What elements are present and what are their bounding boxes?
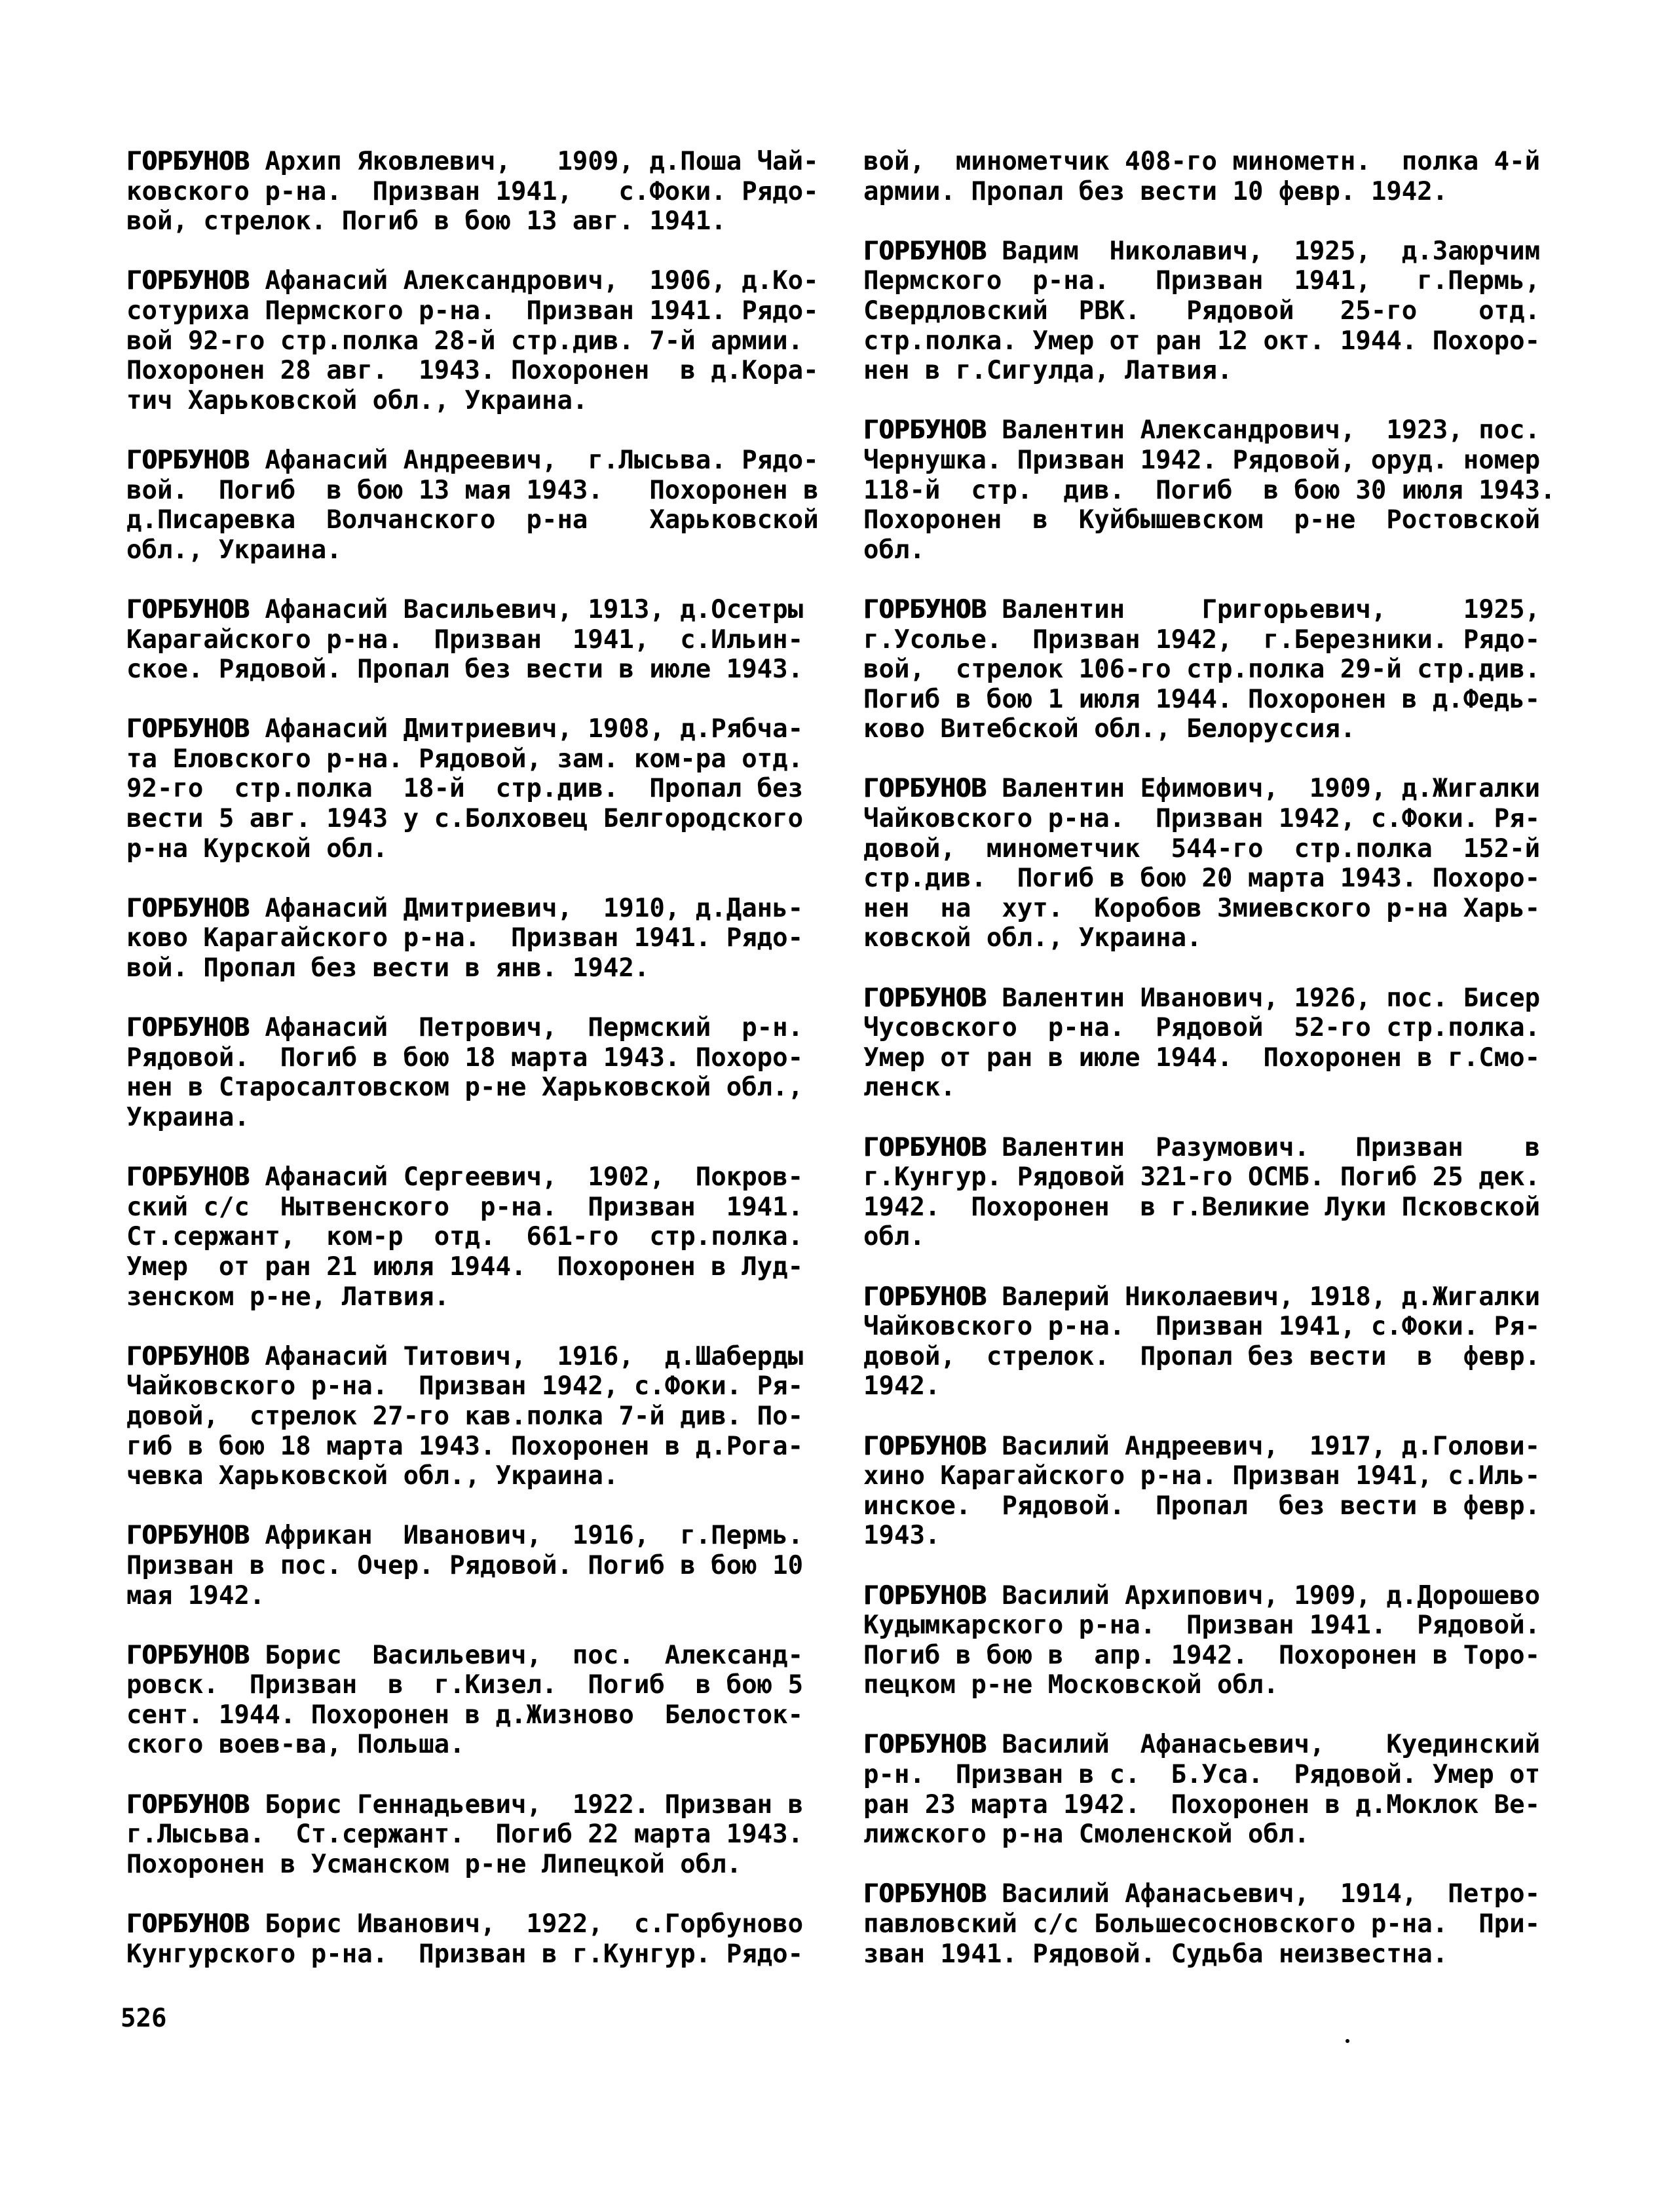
- memorial-entry: [126, 1641, 847, 1760]
- memorial-entry: [126, 714, 847, 864]
- entry-line: ленск.: [863, 1073, 956, 1103]
- entry-line: обл.: [863, 1222, 925, 1252]
- entry-line: ского воев-ва, Польша.: [126, 1730, 465, 1760]
- entry-line: [863, 147, 1584, 177]
- memorial-entry: [126, 266, 847, 415]
- entry-line: [863, 1581, 1584, 1611]
- entry-line: ровск. Призван в г.Кизел. Погиб в бою 5: [126, 1670, 804, 1700]
- entry-text: Борис Иванович, 1922, с.Горбуново: [249, 1909, 804, 1939]
- entry-line: мая 1942.: [126, 1580, 265, 1611]
- entry-text: Архип Яковлевич, 1909, д.Поша Чай-: [249, 147, 819, 176]
- entry-line: зван 1941. Рядовой. Судьба неизвестна.: [863, 1939, 1448, 1969]
- entry-line: Погиб в бою 1 июля 1944. Похоронен в д.Федь-: [863, 684, 1541, 714]
- surname: ГОРБУНОВ: [863, 415, 987, 446]
- surname: ГОРБУНОВ: [126, 1640, 250, 1670]
- entry-text: Афанасий Дмитриевич, 1910, д.Дань-: [249, 893, 804, 923]
- surname: ГОРБУНОВ: [126, 147, 250, 176]
- entry-text: Афанасий Дмитриевич, 1908, д.Рябча-: [249, 714, 804, 744]
- entry-text: Валерий Николаевич, 1918, д.Жигалки: [986, 1282, 1541, 1312]
- entry-text: Валентин Ефимович, 1909, д.Жигалки: [986, 774, 1541, 804]
- entry-line: Кунгурского р-на. Призван в г.Кунгур. Рядо-: [126, 1939, 804, 1969]
- entry-line: 1942.: [863, 1371, 941, 1402]
- entry-line: [863, 415, 1584, 446]
- entry-text: Афанасий Сергеевич, 1902, Покров-: [249, 1162, 804, 1192]
- memorial-entry: [126, 1521, 847, 1611]
- entry-line: ковской обл., Украина.: [863, 923, 1202, 953]
- entry-line: стр.полка. Умер от ран 12 окт. 1944. Похоро-: [863, 326, 1541, 356]
- page-number: 526: [121, 2004, 167, 2033]
- surname: ГОРБУНОВ: [863, 983, 987, 1013]
- entry-line: Чернушка. Призван 1942. Рядовой, оруд. номер: [863, 445, 1541, 475]
- entry-line: ково Витебской обл., Белоруссия.: [863, 714, 1356, 744]
- surname: ГОРБУНОВ: [126, 893, 250, 923]
- entry-text: Василий Афанасьевич, Куединский: [986, 1730, 1541, 1760]
- entry-line: [126, 1790, 847, 1820]
- entry-line: [126, 714, 847, 744]
- entry-line: обл.: [863, 535, 925, 565]
- memorial-entry: [863, 1282, 1584, 1402]
- entry-text: Африкан Иванович, 1916, г.Пермь.: [249, 1521, 804, 1551]
- entry-line: Чайковского р-на. Призван 1942, с.Фоки. Ря-: [126, 1371, 804, 1402]
- surname: ГОРБУНОВ: [126, 1162, 250, 1192]
- memorial-entry: [126, 595, 847, 685]
- surname: ГОРБУНОВ: [126, 1341, 250, 1371]
- entry-line: [863, 774, 1584, 804]
- surname: ГОРБУНОВ: [863, 1431, 987, 1461]
- entry-text: Вадим Николавич, 1925, д.Заюрчим: [986, 236, 1541, 266]
- entry-line: лижского р-на Смоленской обл.: [863, 1820, 1309, 1850]
- entry-line: 92-го стр.полка 18-й стр.див. Пропал без: [126, 774, 804, 804]
- entry-line: [126, 1342, 847, 1372]
- entry-line: [126, 1641, 847, 1671]
- entry-line: [126, 147, 847, 177]
- entry-line: Погиб в бою в апр. 1942. Похоронен в Торо-: [863, 1640, 1541, 1670]
- entry-line: [126, 266, 847, 296]
- entry-line: армии. Пропал без вести 10 февр. 1942.: [863, 176, 1448, 206]
- entry-line: вести 5 авг. 1943 у с.Болховец Белгородского: [126, 804, 804, 834]
- entry-text: Афанасий Петрович, Пермский р-н.: [249, 1013, 804, 1043]
- entry-line: д.Писаревка Волчанского р-на Харьковской: [126, 505, 819, 535]
- memorial-entry: [126, 1342, 847, 1491]
- entry-line: гиб в бою 18 марта 1943. Похоронен в д.Рога-: [126, 1431, 804, 1461]
- entry-line: [863, 595, 1584, 625]
- entry-line: Свердловский РВК. Рядовой 25-го отд.: [863, 296, 1541, 326]
- entry-line: ран 23 марта 1942. Похоронен в д.Моклок Ве-: [863, 1789, 1541, 1820]
- entry-line: [126, 595, 847, 625]
- memorial-entry: [126, 1790, 847, 1880]
- entry-line: Чайковского р-на. Призван 1941, с.Фоки. Ря-: [863, 1312, 1541, 1342]
- memorial-entry: [863, 1879, 1584, 1969]
- entry-line: хино Карагайского р-на. Призван 1941, с.Иль-: [863, 1461, 1541, 1491]
- entry-line: ково Карагайского р-на. Призван 1941. Рядо-: [126, 923, 804, 953]
- surname: ГОРБУНОВ: [126, 1013, 250, 1043]
- entry-line: [863, 1282, 1584, 1312]
- entry-line: сент. 1944. Похоронен в д.Жизново Белосток-: [126, 1700, 804, 1730]
- memorial-entry: [863, 1133, 1584, 1252]
- entry-line: нен на хут. Коробов Змиевского р-на Харь-: [863, 893, 1541, 923]
- entry-line: 1942. Похоронен в г.Великие Луки Псковской: [863, 1192, 1541, 1222]
- memorial-entry: [126, 1162, 847, 1312]
- surname: ГОРБУНОВ: [126, 1909, 250, 1939]
- entry-line: [126, 1909, 847, 1939]
- entry-line: нен в г.Сигулда, Латвия.: [863, 356, 1233, 386]
- surname: ГОРБУНОВ: [126, 1521, 250, 1551]
- surname: ГОРБУНОВ: [863, 1282, 987, 1312]
- entry-line: Рядовой. Погиб в бою 18 марта 1943. Похоро-: [126, 1042, 804, 1073]
- entry-line: довой, минометчик 544-го стр.полка 152-й: [863, 833, 1541, 864]
- entry-line: ское. Рядовой. Пропал без вести в июле 1943.: [126, 655, 804, 685]
- entry-line: ский с/с Нытвенского р-на. Призван 1941.: [126, 1192, 804, 1222]
- surname: ГОРБУНОВ: [126, 594, 250, 624]
- entry-line: довой, стрелок 27-го кав.полка 7-й див. По-: [126, 1401, 804, 1431]
- entry-line: вой 92-го стр.полка 28-й стр.див. 7-й армии.: [126, 326, 804, 356]
- memorial-entry: [863, 1581, 1584, 1700]
- entry-line: Кудымкарского р-на. Призван 1941. Рядовой.: [863, 1611, 1541, 1641]
- surname: ГОРБУНОВ: [863, 774, 987, 804]
- entry-text: Василий Андреевич, 1917, д.Голови-: [986, 1431, 1541, 1461]
- memorial-entry: [863, 1432, 1584, 1551]
- entry-line: нен в Старосалтовском р-не Харьковской обл.,: [126, 1073, 804, 1103]
- entry-line: обл., Украина.: [126, 535, 342, 565]
- entry-line: 1943.: [863, 1521, 941, 1551]
- entry-line: вой, стрелок 106-го стр.полка 29-й стр.див.: [863, 655, 1541, 685]
- memorial-entry: [126, 1909, 847, 1969]
- memorial-entry: [863, 1730, 1584, 1849]
- entry-line: вой. Погиб в бою 13 мая 1943. Похоронен в: [126, 475, 819, 505]
- entry-line: р-на Курской обл.: [126, 833, 388, 864]
- entry-line: [863, 1432, 1584, 1462]
- surname: ГОРБУНОВ: [863, 1132, 987, 1162]
- entry-line: сотуриха Пермского р-на. Призван 1941. Рядо-: [126, 296, 819, 326]
- entry-line: ковского р-на. Призван 1941, с.Фоки. Рядо-: [126, 176, 819, 206]
- memorial-entry: [863, 983, 1584, 1103]
- surname: ГОРБУНОВ: [126, 445, 250, 475]
- entry-line: [126, 894, 847, 924]
- entry-line: Умер от ран в июле 1944. Похоронен в г.Смо-: [863, 1042, 1541, 1073]
- entry-line: р-н. Призван в с. Б.Уса. Рядовой. Умер от: [863, 1760, 1541, 1790]
- entry-line: вой. Пропал без вести в янв. 1942.: [126, 953, 650, 983]
- entry-line: [863, 1879, 1584, 1909]
- entry-text: Валентин Иванович, 1926, пос. Бисер: [986, 983, 1541, 1013]
- surname: ГОРБУНОВ: [126, 266, 250, 296]
- entry-text: Афанасий Андреевич, г.Лысьва. Рядо-: [249, 445, 819, 475]
- entry-line: та Еловского р-на. Рядовой, зам. ком-ра отд.: [126, 744, 804, 774]
- memorial-entry: [126, 446, 847, 565]
- entry-line: вой, стрелок. Погиб в бою 13 авг. 1941.: [126, 206, 726, 237]
- entry-line: Умер от ран 21 июля 1944. Похоронен в Луд-: [126, 1251, 804, 1282]
- entry-line: Карагайского р-на. Призван 1941, с.Ильин-: [126, 624, 804, 655]
- text-column-right: [863, 147, 1584, 1999]
- memorial-entry: [126, 1013, 847, 1132]
- memorial-entry: [126, 147, 847, 237]
- entry-line: 118-й стр. див. Погиб в бою 30 июля 1943.: [863, 475, 1556, 505]
- entry-text: Валентин Александрович, 1923, пос.: [986, 415, 1541, 446]
- entry-line: чевка Харьковской обл., Украина.: [126, 1461, 619, 1491]
- entry-text: Борис Геннадьевич, 1922. Призван в: [249, 1789, 804, 1820]
- entry-text: Афанасий Васильевич, 1913, д.Осетры: [249, 594, 804, 624]
- entry-line: стр.див. Погиб в бою 20 марта 1943. Похоро-: [863, 864, 1541, 894]
- surname: ГОРБУНОВ: [863, 1730, 987, 1760]
- entry-text: Василий Афанасьевич, 1914, Петро-: [986, 1879, 1541, 1909]
- entry-text: Афанасий Титович, 1916, д.Шаберды: [249, 1341, 804, 1371]
- entry-line: Похоронен в Куйбышевском р-не Ростовской: [863, 505, 1541, 535]
- memorial-entry: [126, 894, 847, 983]
- entry-line: Похоронен 28 авг. 1943. Похоронен в д.Кора-: [126, 356, 819, 386]
- entry-line: Украина.: [126, 1103, 250, 1132]
- surname: ГОРБУНОВ: [126, 714, 250, 744]
- entry-line: [863, 237, 1584, 267]
- entry-line: павловский с/с Большесосновского р-на. При-: [863, 1909, 1541, 1939]
- entry-text: Валентин Разумович. Призван в: [986, 1132, 1541, 1162]
- entry-line: Пермского р-на. Призван 1941, г.Пермь,: [863, 266, 1541, 296]
- entry-line: [863, 1133, 1584, 1163]
- entry-line: [863, 983, 1584, 1014]
- surname: ГОРБУНОВ: [126, 1789, 250, 1820]
- entry-line: тич Харьковской обл., Украина.: [126, 385, 588, 415]
- entry-line: Призван в пос. Очер. Рядовой. Погиб в бою 10: [126, 1550, 804, 1580]
- entry-line: [126, 1521, 847, 1551]
- entry-line: [126, 1013, 847, 1043]
- entry-line: довой, стрелок. Пропал без вести в февр.: [863, 1341, 1541, 1371]
- entry-line: Ст.сержант, ком-р отд. 661-го стр.полка.: [126, 1222, 804, 1252]
- memorial-entry: [863, 774, 1584, 953]
- entry-line: Похоронен в Усманском р-не Липецкой обл.: [126, 1849, 742, 1879]
- memorial-entry-continuation: [863, 147, 1584, 206]
- entry-line: Чайковского р-на. Призван 1942, с.Фоки. Ря-: [863, 804, 1541, 834]
- entry-text: Борис Васильевич, пос. Александ-: [249, 1640, 804, 1670]
- memorial-entry: [863, 237, 1584, 386]
- entry-line: [126, 446, 847, 476]
- surname: ГОРБУНОВ: [863, 1879, 987, 1909]
- entry-line: г.Кунгур. Рядовой 321-го ОСМБ. Погиб 25 дек.: [863, 1162, 1541, 1192]
- memorial-entry: [863, 415, 1584, 565]
- surname: ГОРБУНОВ: [863, 594, 987, 624]
- surname: ГОРБУНОВ: [863, 1580, 987, 1611]
- entry-text: Василий Архипович, 1909, д.Дорошево: [986, 1580, 1541, 1611]
- entry-line: [863, 1730, 1584, 1760]
- entry-text: Валентин Григорьевич, 1925,: [986, 594, 1541, 624]
- text-column-left: [126, 147, 847, 1999]
- entry-text: Афанасий Александрович, 1906, д.Ко-: [249, 266, 819, 296]
- entry-line: г.Усолье. Призван 1942, г.Березники. Рядо-: [863, 624, 1541, 655]
- entry-line: зенском р-не, Латвия.: [126, 1282, 450, 1312]
- entry-line: г.Лысьва. Ст.сержант. Погиб 22 марта 1943.: [126, 1820, 804, 1850]
- entry-line: инское. Рядовой. Пропал без вести в февр.: [863, 1491, 1541, 1521]
- surname: ГОРБУНОВ: [863, 236, 987, 266]
- entry-line: [126, 1162, 847, 1192]
- entry-line: пецком р-не Московской обл.: [863, 1670, 1279, 1700]
- ink-dot: [1346, 2039, 1349, 2043]
- memorial-entry: [863, 595, 1584, 744]
- entry-line: Чусовского р-на. Рядовой 52-го стр.полка.: [863, 1013, 1541, 1043]
- entry-text: вой, минометчик 408-го минометн. полка 4-й: [863, 147, 1541, 176]
